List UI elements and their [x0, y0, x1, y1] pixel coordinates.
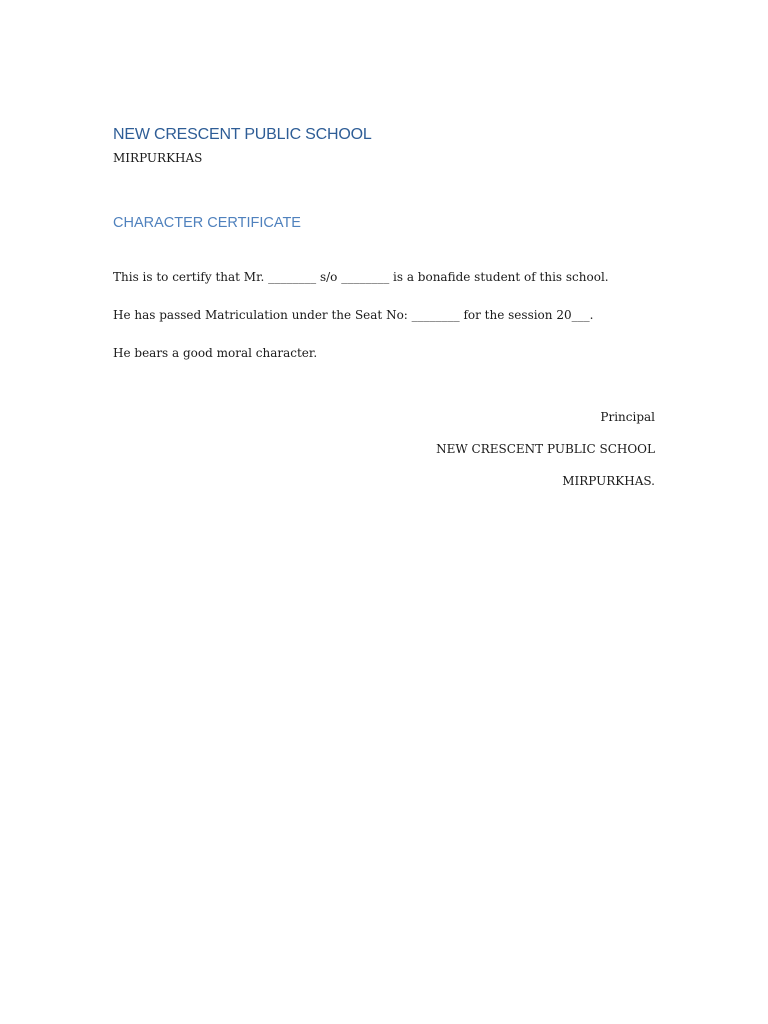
signature-school: NEW CRESCENT PUBLIC SCHOOL — [436, 442, 655, 456]
school-city-subtitle: MIRPURKHAS — [113, 151, 203, 165]
school-name-title: NEW CRESCENT PUBLIC SCHOOL — [113, 126, 372, 143]
signature-city: MIRPURKHAS. — [562, 474, 655, 488]
signature-designation: Principal — [600, 410, 655, 424]
certificate-paragraph-1: This is to certify that Mr. ________ s/o ________ is a bonafide student of this school. — [113, 270, 609, 284]
certificate-heading: CHARACTER CERTIFICATE — [113, 215, 301, 231]
certificate-paragraph-3: He bears a good moral character. — [113, 346, 318, 360]
certificate-paragraph-2: He has passed Matriculation under the Seat No: ________ for the session 20___. — [113, 308, 594, 322]
